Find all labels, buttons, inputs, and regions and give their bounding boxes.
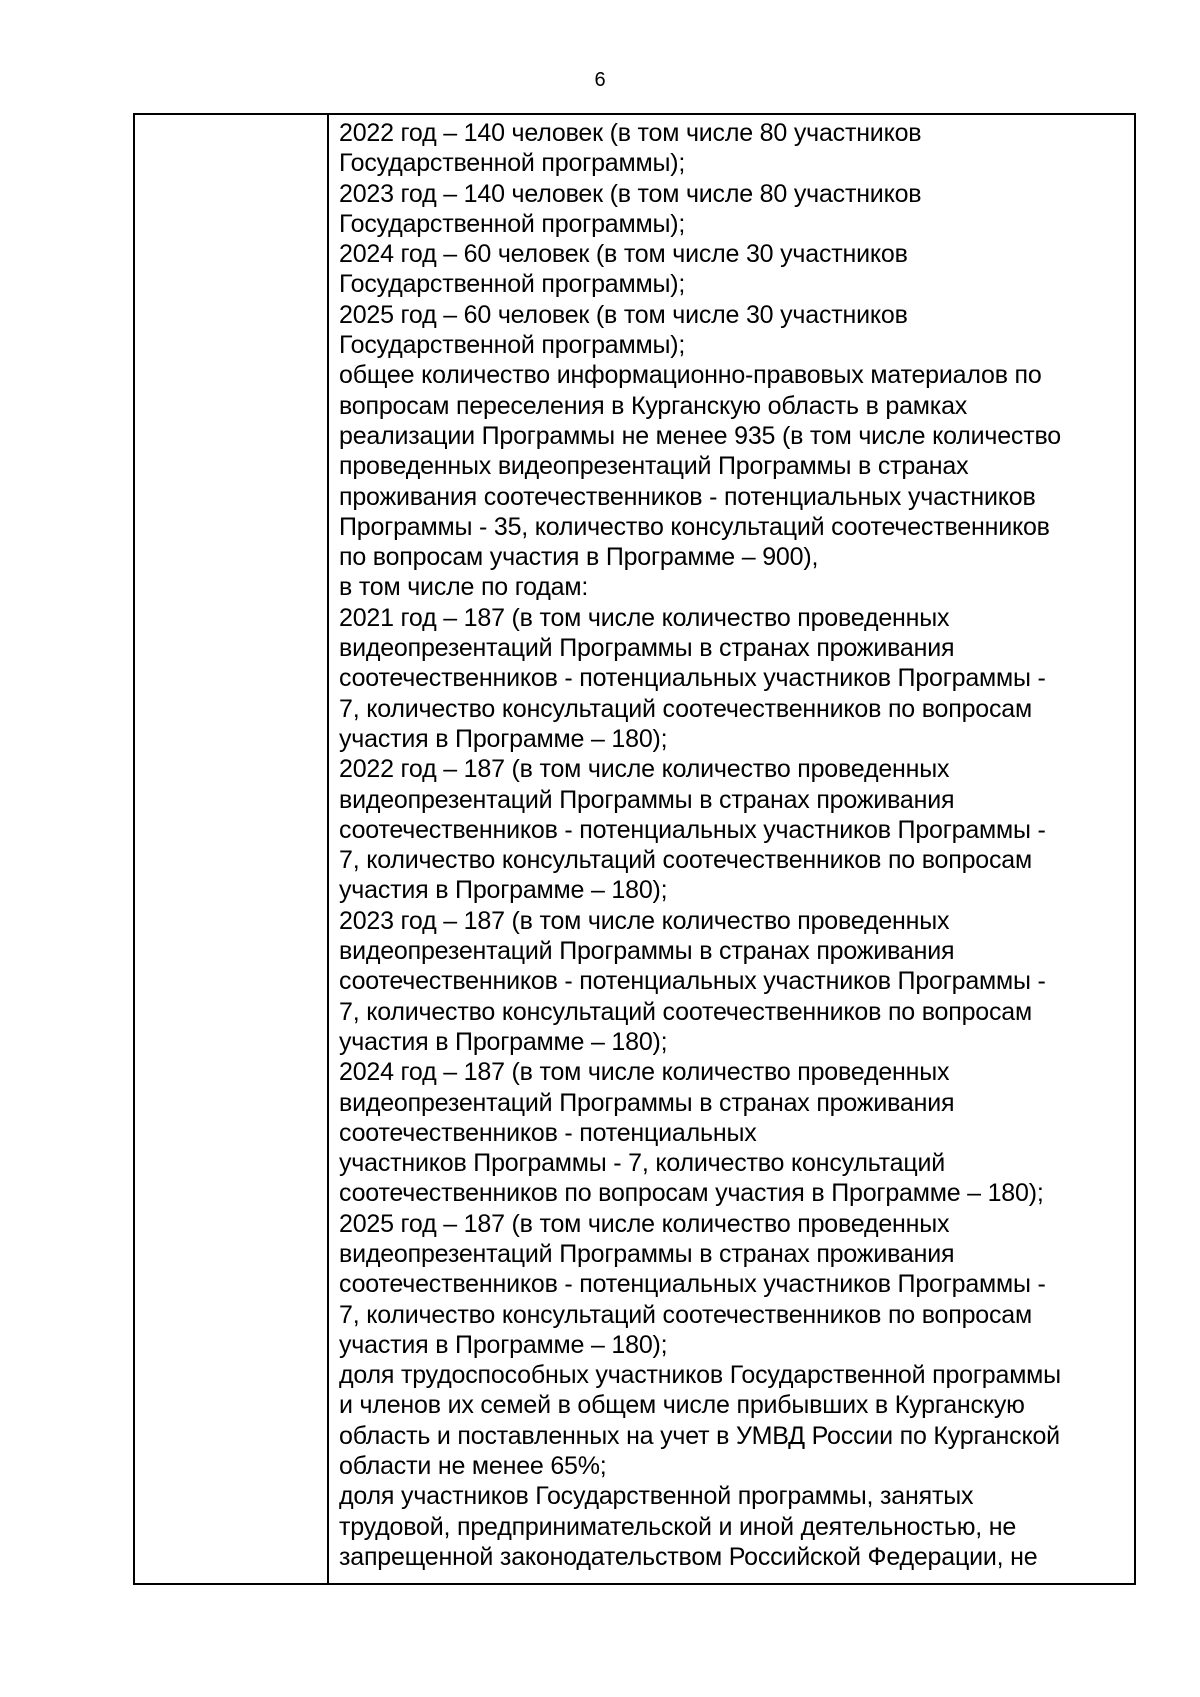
text-line: 2024 год – 187 (в том числе количество проведенных (339, 1058, 950, 1087)
text-line: видеопрезентаций Программы в странах проживания (339, 1088, 955, 1117)
text-line: доля участников Государственной программы, занятых (339, 1482, 974, 1511)
document-table (133, 113, 1136, 1585)
text-line: 2023 год – 187 (в том числе количество проведенных (339, 906, 950, 935)
text-line: 2024 год – 60 человек (в том числе 30 участников (339, 240, 908, 269)
text-line: участия в Программе – 180); (339, 1027, 668, 1056)
text-line: соотечественников - потенциальных участников Программы - (339, 664, 1046, 693)
text-line: 7, количество консультаций соотечественников по вопросам (339, 997, 1032, 1026)
text-line: видеопрезентаций Программы в странах проживания (339, 634, 955, 663)
text-line: 2022 год – 187 (в том числе количество проведенных (339, 755, 950, 784)
text-line: соотечественников - потенциальных участников Программы - (339, 1270, 1046, 1299)
text-line: 7, количество консультаций соотечественников по вопросам (339, 1300, 1032, 1329)
text-line: видеопрезентаций Программы в странах проживания (339, 785, 955, 814)
text-line: 2023 год – 140 человек (в том числе 80 участников (339, 179, 922, 208)
text-line: Государственной программы); (339, 209, 686, 238)
text-line: видеопрезентаций Программы в странах проживания (339, 1239, 955, 1268)
text-line: доля трудоспособных участников Государственной программы (339, 1361, 1061, 1390)
text-line: участия в Программе – 180); (339, 876, 668, 905)
page-number: 6 (594, 69, 606, 91)
text-line: участников Программы - 7, количество консультаций (339, 1149, 945, 1178)
text-line: трудовой, предпринимательской и иной деятельностью, не (339, 1512, 1017, 1541)
text-line: 2025 год – 187 (в том числе количество проведенных (339, 1209, 950, 1238)
text-line: соотечественников - потенциальных участников Программы - (339, 815, 1046, 844)
text-line: в том числе по годам: (339, 573, 589, 602)
text-line: участия в Программе – 180); (339, 724, 668, 753)
text-line: видеопрезентаций Программы в странах проживания (339, 937, 955, 966)
text-line: 2025 год – 60 человек (в том числе 30 участников (339, 300, 908, 329)
text-line: 2022 год – 140 человек (в том числе 80 участников (339, 119, 922, 147)
text-line: соотечественников по вопросам участия в Программе – 180); (339, 1179, 1044, 1208)
text-line: соотечественников - потенциальных (339, 1118, 757, 1147)
text-line: Программы - 35, количество консультаций соотечественников (339, 512, 1050, 541)
table-left-cell (135, 115, 329, 1583)
text-line: вопросам переселения в Курганскую область в рамках (339, 391, 968, 420)
text-line: Государственной программы); (339, 149, 686, 178)
text-line: реализации Программы не менее 935 (в том числе количество (339, 421, 1061, 450)
text-line: 7, количество консультаций соотечественников по вопросам (339, 846, 1032, 875)
text-line: и членов их семей в общем числе прибывших в Курганскую (339, 1391, 1025, 1420)
text-line: по вопросам участия в Программе – 900), (339, 543, 819, 572)
text-line: участия в Программе – 180); (339, 1330, 668, 1359)
text-line: проведенных видеопрезентаций Программы в странах (339, 452, 969, 481)
table-right-cell (329, 115, 1134, 1583)
text-line: соотечественников - потенциальных участников Программы - (339, 967, 1046, 996)
text-line: запрещенной законодательством Российской Федерации, не (339, 1542, 1038, 1571)
text-line: области не менее 65%; (339, 1452, 607, 1481)
text-line: область и поставленных на учет в УМВД России по Курганской (339, 1421, 1060, 1450)
text-line: Государственной программы); (339, 270, 686, 299)
text-line: 2021 год – 187 (в том числе количество проведенных (339, 603, 950, 632)
text-line: 7, количество консультаций соотечественников по вопросам (339, 694, 1032, 723)
text-line: Государственной программы); (339, 331, 686, 360)
text-line: общее количество информационно-правовых материалов по (339, 361, 1042, 390)
text-line: проживания соотечественников - потенциальных участников (339, 482, 1036, 511)
